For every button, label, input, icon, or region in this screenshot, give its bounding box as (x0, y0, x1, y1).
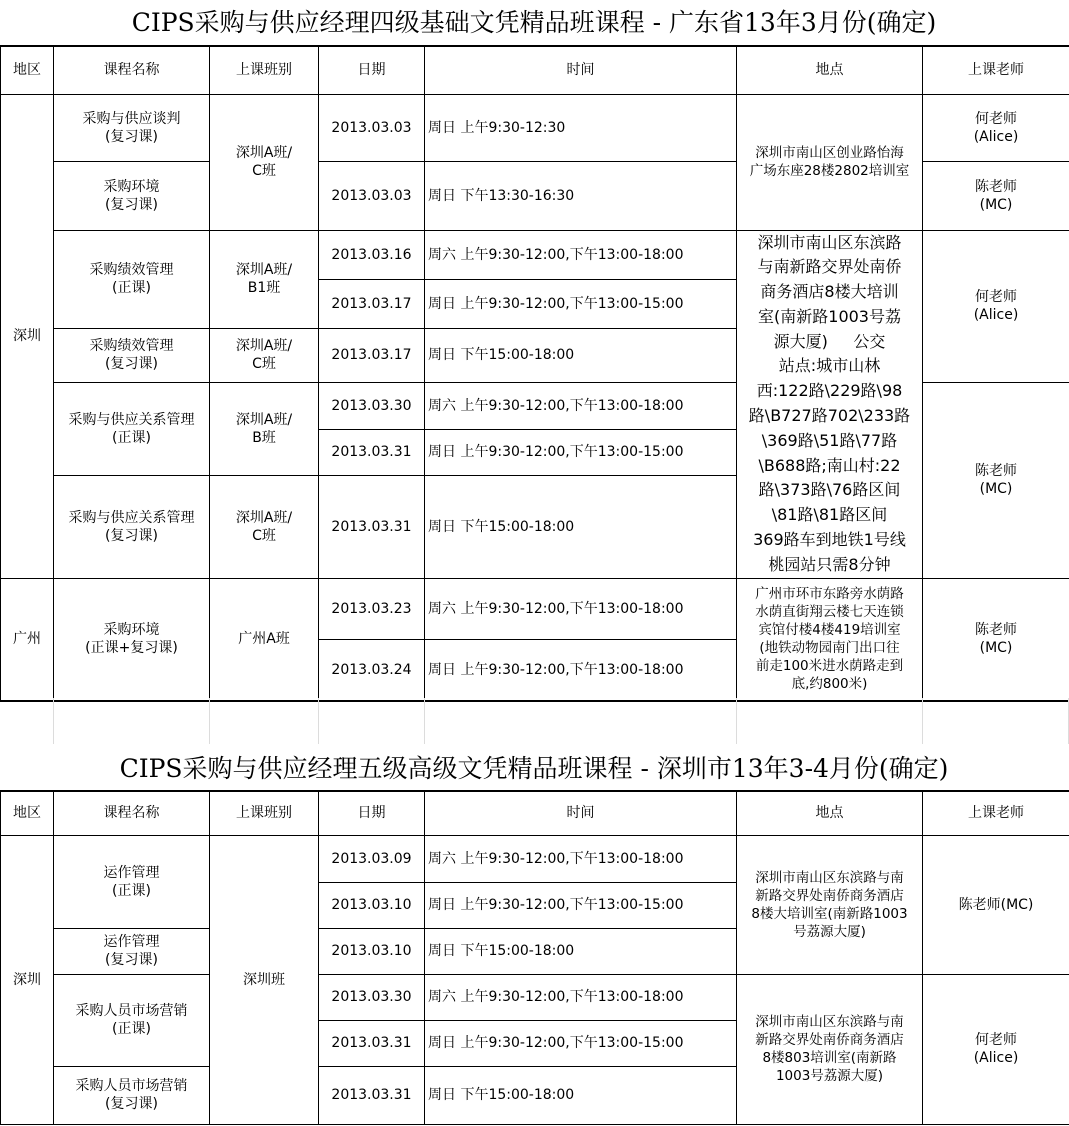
date-cell: 2013.03.30 (319, 382, 425, 429)
header-class: 上课班别 (210, 791, 319, 835)
course-cell: 采购绩效管理 (正课) (54, 230, 210, 328)
class-cell: 深圳班 (210, 835, 319, 1124)
date-cell: 2013.03.23 (319, 578, 425, 639)
header-teacher: 上课老师 (923, 46, 1069, 94)
location-cell: 深圳市南山区创业路怡海 广场东座28楼2802培训室 (737, 94, 923, 230)
table-row (1, 835, 1069, 882)
location-cell: 深圳市南山区东滨路 与南新路交界处南侨 商务酒店8楼大培训 室(南新路1003号荔 源大厦) 公交 站点:城市山林 西:122路\229路\98 路\B727路702\233路 \369路\51路\77路 \B688路;南山村:22 路\373路\76路区间 \81路\81路区间 369路车到地铁1号线 桃园站只需8分钟 (737, 230, 923, 578)
table1-title: CIPS采购与供应经理四级基础文凭精品班课程 - 广东省13年3月份(确定) (131, 8, 937, 37)
time-cell: 周六 上午9:30-12:00,下午13:00-18:00 (425, 835, 737, 882)
time-cell: 周六 上午9:30-12:00,下午13:00-18:00 (425, 974, 737, 1020)
time-cell: 周六 上午9:30-12:00,下午13:00-18:00 (425, 382, 737, 429)
header-time: 时间 (425, 791, 737, 835)
class-cell: 深圳A班/ C班 (210, 328, 319, 382)
time-cell: 周日 下午15:00-18:00 (425, 475, 737, 578)
header-date: 日期 (319, 791, 425, 835)
course-cell: 采购与供应谈判 (复习课) (54, 94, 210, 161)
date-cell: 2013.03.10 (319, 882, 425, 928)
course-cell: 运作管理 (复习课) (54, 928, 210, 974)
teacher-cell: 陈老师(MC) (923, 835, 1069, 974)
date-cell: 2013.03.31 (319, 429, 425, 475)
table-row (1, 578, 1069, 639)
time-cell: 周日 下午15:00-18:00 (425, 928, 737, 974)
header-class: 上课班别 (210, 46, 319, 94)
date-cell: 2013.03.31 (319, 1020, 425, 1066)
teacher-cell: 陈老师 (MC) (923, 578, 1069, 701)
table-row (1, 94, 1069, 161)
header-region: 地区 (1, 46, 54, 94)
course-cell: 采购人员市场营销 (复习课) (54, 1066, 210, 1124)
table-row (1, 974, 1069, 1020)
course-cell: 采购与供应关系管理 (正课) (54, 382, 210, 475)
teacher-cell: 何老师 (Alice) (923, 230, 1069, 382)
teacher-cell: 陈老师 (MC) (923, 161, 1069, 230)
date-cell: 2013.03.10 (319, 928, 425, 974)
schedule-table-level5 (0, 790, 1069, 1125)
time-cell: 周日 上午9:30-12:00,下午13:00-15:00 (425, 882, 737, 928)
date-cell: 2013.03.03 (319, 161, 425, 230)
location-cell: 深圳市南山区东滨路与南 新路交界处南侨商务酒店 8楼大培训室(南新路1003 号荔源大厦) (737, 835, 923, 974)
date-cell: 2013.03.24 (319, 639, 425, 701)
sheet-gap (0, 698, 1069, 744)
course-cell: 采购环境 (正课+复习课) (54, 578, 210, 701)
course-cell: 采购人员市场营销 (正课) (54, 974, 210, 1066)
date-cell: 2013.03.30 (319, 974, 425, 1020)
region-cell: 广州 (1, 578, 54, 701)
teacher-cell: 陈老师 (MC) (923, 382, 1069, 578)
region-cell: 深圳 (1, 835, 54, 1124)
course-cell: 采购环境 (复习课) (54, 161, 210, 230)
header-location: 地点 (737, 46, 923, 94)
course-cell: 采购与供应关系管理 (复习课) (54, 475, 210, 578)
header-row (1, 46, 1069, 94)
date-cell: 2013.03.03 (319, 94, 425, 161)
header-location: 地点 (737, 791, 923, 835)
class-cell: 深圳A班/ B班 (210, 382, 319, 475)
header-teacher: 上课老师 (923, 791, 1069, 835)
class-cell: 深圳A班/ C班 (210, 475, 319, 578)
table2-title: CIPS采购与供应经理五级高级文凭精品班课程 - 深圳市13年3-4月份(确定) (119, 754, 949, 783)
time-cell: 周日 上午9:30-12:00,下午13:00-15:00 (425, 279, 737, 328)
course-cell: 运作管理 (正课) (54, 835, 210, 928)
time-cell: 周六 上午9:30-12:00,下午13:00-18:00 (425, 578, 737, 639)
time-cell: 周日 上午9:30-12:00,下午13:00-15:00 (425, 429, 737, 475)
date-cell: 2013.03.16 (319, 230, 425, 279)
table-row (1, 230, 1069, 279)
header-row (1, 791, 1069, 835)
time-cell: 周六 上午9:30-12:00,下午13:00-18:00 (425, 230, 737, 279)
time-cell: 周日 下午15:00-18:00 (425, 1066, 737, 1124)
location-cell: 深圳市南山区东滨路与南 新路交界处南侨商务酒店 8楼803培训室(南新路 1003号荔源大厦) (737, 974, 923, 1124)
time-cell: 周日 下午13:30-16:30 (425, 161, 737, 230)
header-time: 时间 (425, 46, 737, 94)
class-cell: 深圳A班/ C班 (210, 94, 319, 230)
class-cell: 广州A班 (210, 578, 319, 701)
class-cell: 深圳A班/ B1班 (210, 230, 319, 328)
date-cell: 2013.03.31 (319, 1066, 425, 1124)
date-cell: 2013.03.09 (319, 835, 425, 882)
time-cell: 周日 上午9:30-12:00,下午13:00-18:00 (425, 639, 737, 701)
header-course: 课程名称 (54, 46, 210, 94)
teacher-cell: 何老师 (Alice) (923, 94, 1069, 161)
date-cell: 2013.03.17 (319, 279, 425, 328)
header-region: 地区 (1, 791, 54, 835)
time-cell: 周日 下午15:00-18:00 (425, 328, 737, 382)
header-course: 课程名称 (54, 791, 210, 835)
teacher-cell: 何老师 (Alice) (923, 974, 1069, 1124)
header-date: 日期 (319, 46, 425, 94)
date-cell: 2013.03.17 (319, 328, 425, 382)
region-cell: 深圳 (1, 94, 54, 578)
course-cell: 采购绩效管理 (复习课) (54, 328, 210, 382)
time-cell: 周日 上午9:30-12:00,下午13:00-15:00 (425, 1020, 737, 1066)
schedule-table-level4 (0, 45, 1069, 702)
time-cell: 周日 上午9:30-12:30 (425, 94, 737, 161)
location-cell: 广州市环市东路旁水荫路 水荫直街翔云楼七天连锁 宾馆付楼4楼419培训室 (地铁动物园南门出口往 前走100米进水荫路走到 底,约800米) (737, 578, 923, 701)
date-cell: 2013.03.31 (319, 475, 425, 578)
